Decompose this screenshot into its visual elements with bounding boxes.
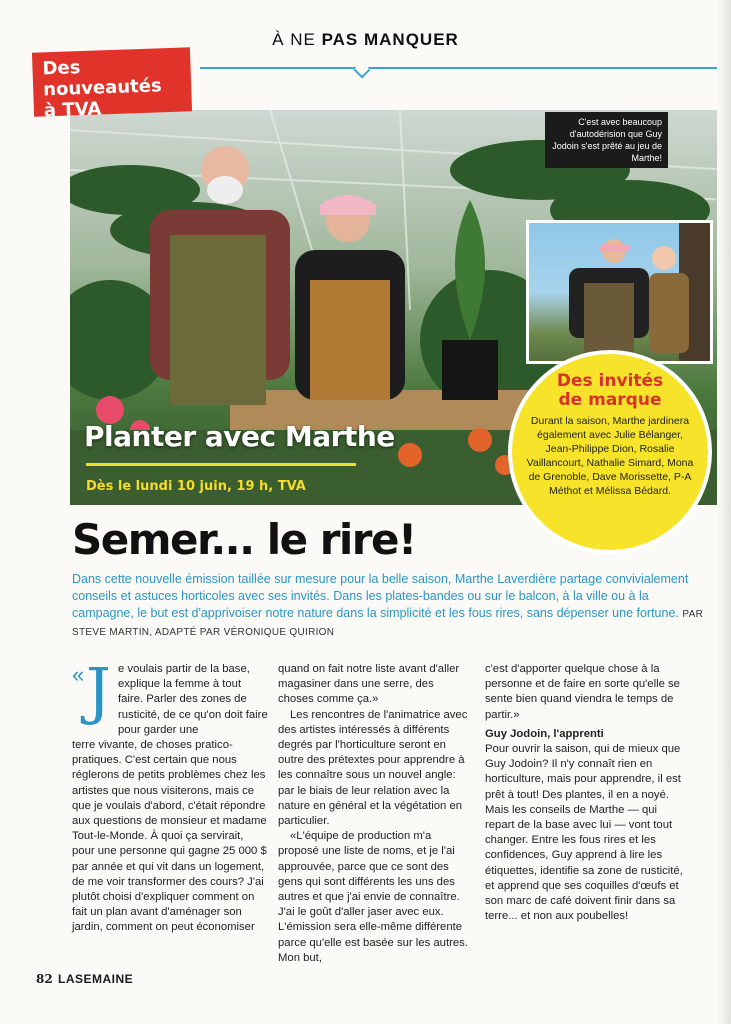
lead-paragraph (72, 571, 707, 641)
guests-title (512, 372, 708, 410)
guests-title-line-1: Des invités (556, 371, 664, 391)
magazine-brand: LASEMAINE (58, 972, 134, 986)
opening-quote-mark: « (72, 662, 85, 687)
lead-text: Dans cette nouvelle émission taillée sur mesure pour la belle saison, Marthe Laverdière partage convivialement conseils et astuces horticoles avec ses invités. Dans les plates-bandes ou sur le balcon, à la ville ou à la campagne, le but est d'apprivoiser notre nature dans la simplicité et les fous rires, sans dépenser une fortune. (72, 572, 689, 620)
guests-title-line-2: de marque (558, 390, 662, 410)
col1-paragraph-1: e voulais partir de la base, explique la femme à tout faire. Parler des zones de rusticité, de ce qu'on doit faire pour garder une (118, 663, 268, 736)
page-number: 82 (36, 972, 53, 986)
article-column-3 (485, 662, 685, 924)
tag-line-2: à TVA (43, 98, 102, 122)
section-tag (32, 47, 192, 122)
byline: PAR STEVE MARTIN, ADAPTÉ PAR VÉRONIQUE QUIRION (72, 609, 704, 638)
inset-photo (526, 220, 713, 364)
page-fold-shadow (717, 0, 731, 1024)
section-header: À NE PAS MANQUER (272, 30, 459, 49)
col2-paragraph-3: «L'équipe de production m'a proposé une liste de noms, et je l'ai approuvée, parce que ce sont des gens qui sont différents les uns des autres et que j'ai envie de connaître. J'ai le goût d'aller jaser avec eux. L'émission sera elle-même différente parce qu'elle est basée sur les autres. Mon but, (278, 830, 468, 964)
guests-body: Durant la saison, Marthe jardinera également avec Julie Bélanger, Jean-Philippe Dion, Rosalie Vaillancourt, Nathalie Simard, Mona de Grenoble, Dave Morissette, P-A Méthot et Mélissa Bédard. (526, 415, 694, 497)
show-title-rule (86, 463, 356, 466)
col1-paragraph-2: terre vivante, de choses pratico-pratiques. C'est certain que nous réglerons de petits problèmes chez les artistes que nous visiterons, mais ce que je voulais d'abord, c'était répondre aux questions de monsieur et madame Tout-le-Monde. À quoi ça servirait, pour une personne qui gagne 25 000 $ par année et qui vit dans un logement, de me voir transformer des cours? J'ai plutôt choisi d'expliquer comment on fait un plan avant d'aménager son jardin, comment on peut économiser (72, 739, 267, 934)
drop-cap: J (86, 654, 111, 727)
tag-line-1: Des nouveautés (42, 57, 162, 101)
photo-caption: C'est avec beaucoup d'autodérision que Guy Jodoin s'est prêté au jeu de Marthe! (545, 112, 668, 168)
col3-subhead: Guy Jodoin, l'apprenti (485, 727, 604, 740)
guests-callout (508, 350, 712, 554)
col3-paragraph-1: c'est d'apporter quelque chose à la personne et de faire en sorte qu'elle se sente bien quand viendra le temps de partir.» (485, 663, 680, 721)
show-date: Dès le lundi 10 juin, 19 h, TVA (86, 479, 306, 494)
article-column-1 (72, 654, 268, 936)
col3-paragraph-2: Pour ouvrir la saison, qui de mieux que Guy Jodoin? Il n'y connaît rien en horticulture, mais pour apprendre, il est prêt à tout! Des plantes, il en a noyé. Mais les conseils de Marthe — qui repart de la base avec lui — vont tout changer. Entre les fous rires et les confidences, Guy apprend à lire les étiquettes, identifie sa zone de rusticité, et apprend que ses coquilles d'œufs et son marc de café doivent finir dans sa terre... et non aux poubelles! (485, 743, 683, 923)
headline: Semer... le rire! (72, 515, 416, 564)
article-column-2 (278, 662, 470, 966)
col2-paragraph-1: quand on fait notre liste avant d'aller magasiner dans une serre, des choses comme ça.» (278, 663, 460, 706)
col2-paragraph-2: Les rencontres de l'animatrice avec des artistes intéressés à différents degrés par l'horticulture seront en outre des prétextes pour apprendre à les connaître sous un nouvel angle: par le biais de leur relation avec la nature en général et la végétation en particulier. (278, 708, 468, 828)
inset-illustration (529, 223, 710, 361)
header-rule (200, 67, 731, 69)
show-title: Planter avec Marthe (84, 420, 395, 453)
header-notch (354, 62, 371, 79)
